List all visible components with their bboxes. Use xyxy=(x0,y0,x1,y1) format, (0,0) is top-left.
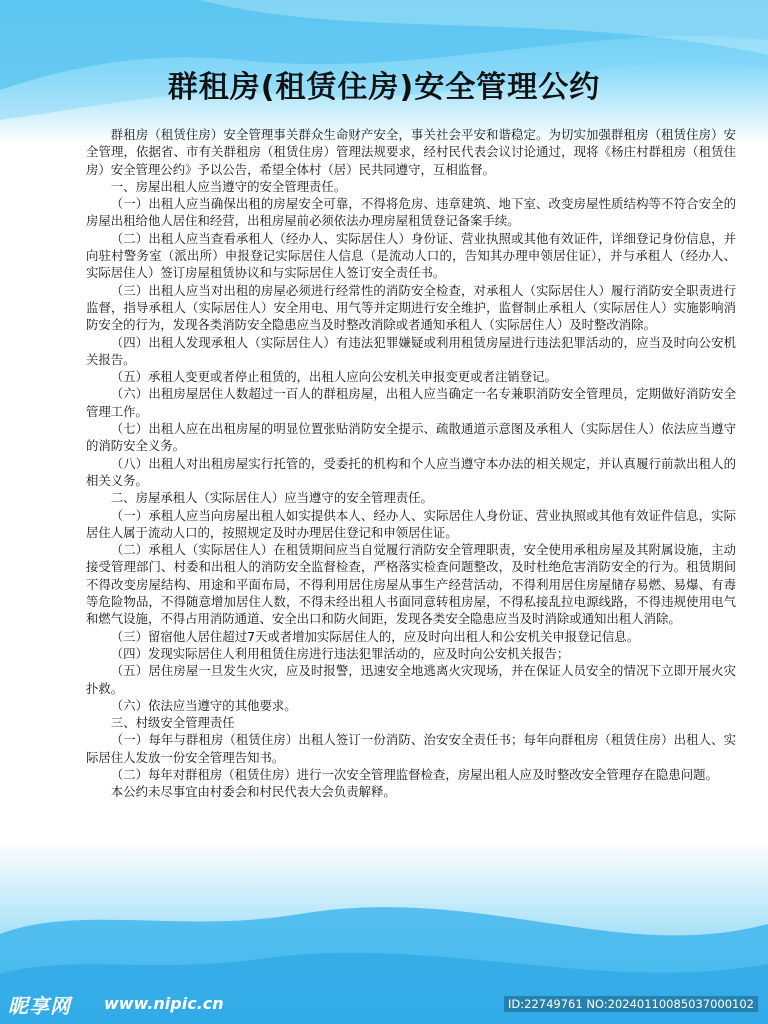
section-heading: 一、房屋出租人应当遵守的安全管理责任。 xyxy=(110,178,347,194)
section-heading: 三、村级安全管理责任 xyxy=(110,715,235,731)
paragraph: （三）留宿他人居住超过7天或者增加实际居住人的，应及时向出租人和公安机关申报登记信息。 xyxy=(110,628,640,644)
paragraph: （四）出租人发现承租人（实际居住人）有违法犯罪嫌疑或利用租赁房屋进行违法犯罪活动的，应当及时向公安机关报告。 xyxy=(86,334,736,367)
paragraph: （五）承租人变更或者停止租赁的，出租人应向公安机关申报变更或者注销登记。 xyxy=(110,369,557,385)
document-body xyxy=(86,126,736,801)
paragraph: 群租房（租赁住房）安全管理事关群众生命财产安全，事关社会平安和谐稳定。为切实加强群租房（租赁住房）安全管理，依据省、市有关群租房（租赁住房）管理法规要求，经村民代表会议讨论通过，现将《杨庄村群租房（租赁住房）安全管理公约》予以公告，希望全体村（居）民共同遵守，互相监督。 xyxy=(86,127,736,177)
image-id-label: ID:22749761 NO:20240110085037000102 xyxy=(504,996,758,1012)
watermark-logo: 昵享网 xyxy=(8,994,71,1018)
paragraph: （四）发现实际居住人利用租赁住房进行违法犯罪活动的，应及时向公安机关报告； xyxy=(110,645,570,661)
paragraph: （二）出租人应当查看承租人（经办人、实际居住人）身份证、营业执照或其他有效证件，详细登记身份信息，并向驻村警务室（派出所）申报登记实际居住人信息（是流动人口的，告知其办理申领居住证），并与承租人（经办人、实际居住人）签订房屋租赁协议和与实际居住人签订安全责任书。 xyxy=(86,230,736,281)
section-heading: 二、房屋承租人（实际居住人）应当遵守的安全管理责任。 xyxy=(110,490,433,506)
paragraph: （六）出租房屋居住人数超过一百人的群租房屋，出租人应当确定一名专兼职消防安全管理员，定期做好消防安全管理工作。 xyxy=(86,386,736,419)
watermark-url: www.nipic.cn xyxy=(104,994,224,1013)
paragraph: （二）每年对群租房（租赁住房）进行一次安全管理监督检查，房屋出租人应及时整改安全管理存在隐患问题。 xyxy=(110,766,718,782)
paragraph: （三）出租人应当对出租的房屋必须进行经常性的消防安全检查，对承租人（实际居住人）履行消防安全职责进行监督，指导承租人（实际居住人）安全用电、用气等并定期进行安全维护，监督制止承租人（实际居住人）实施影响消防安全的行为，发现各类消防安全隐患应当及时整改消除或者通知承租人（实际居住人）及时整改消除。 xyxy=(86,282,736,333)
paragraph: （七）出租人应在出租房屋的明显位置张贴消防安全提示、疏散通道示意图及承租人（实际居住人）依法应当遵守的消防安全义务。 xyxy=(86,421,736,454)
paragraph: （一）每年与群租房（租赁住房）出租人签订一份消防、治安安全责任书；每年向群租房（租赁住房）出租人、实际居住人发放一份安全管理告知书。 xyxy=(86,732,736,765)
paragraph: （六）依法应当遵守的其他要求。 xyxy=(110,697,297,713)
document-title: 群租房(租赁住房)安全管理公约 xyxy=(167,70,601,105)
paragraph: （一）承租人应当向房屋出租人如实提供本人、经办人、实际居住人身份证、营业执照或其他有效证件信息，实际居住人属于流动人口的，按照规定及时办理居住登记和申领居住证。 xyxy=(86,507,736,540)
paragraph: （二）承租人（实际居住人）在租赁期间应当自觉履行消防安全管理职责，安全使用承租房屋及其附属设施，主动接受管理部门、村委和出租人的消防安全监督检查，严格落实检查问题整改，及时杜绝危害消防安全的行为。租赁期间不得改变房屋结构、用途和平面布局，不得利用居住房屋从事生产经营活动，不得利用居住房屋储存易燃、易爆、有毒等危险物品，不得随意增加居住人数，不得未经出租人书面同意转租房屋，不得私接乱拉电源线路，不得违规使用电气和燃气设施，不得占用消防通道、安全出口和防火间距，发现各类安全隐患应当及时消除或通知出租人消除。 xyxy=(86,542,736,627)
closing-note: 本公约未尽事宜由村委会和村民代表大会负责解释。 xyxy=(110,784,396,800)
paragraph: （八）出租人对出租房屋实行托管的，受委托的机构和个人应当遵守本办法的相关规定，并认真履行前款出租人的相关义务。 xyxy=(86,455,736,488)
paragraph: （五）居住房屋一旦发生火灾，应及时报警，迅速安全地逃离火灾现场，并在保证人员安全的情况下立即开展火灾扑救。 xyxy=(86,663,736,696)
paragraph: （一）出租人应当确保出租的房屋安全可靠，不得将危房、违章建筑、地下室、改变房屋性质结构等不符合安全的房屋出租给他人居住和经营，出租房屋前必须依法办理房屋租赁登记备案手续。 xyxy=(86,196,736,229)
